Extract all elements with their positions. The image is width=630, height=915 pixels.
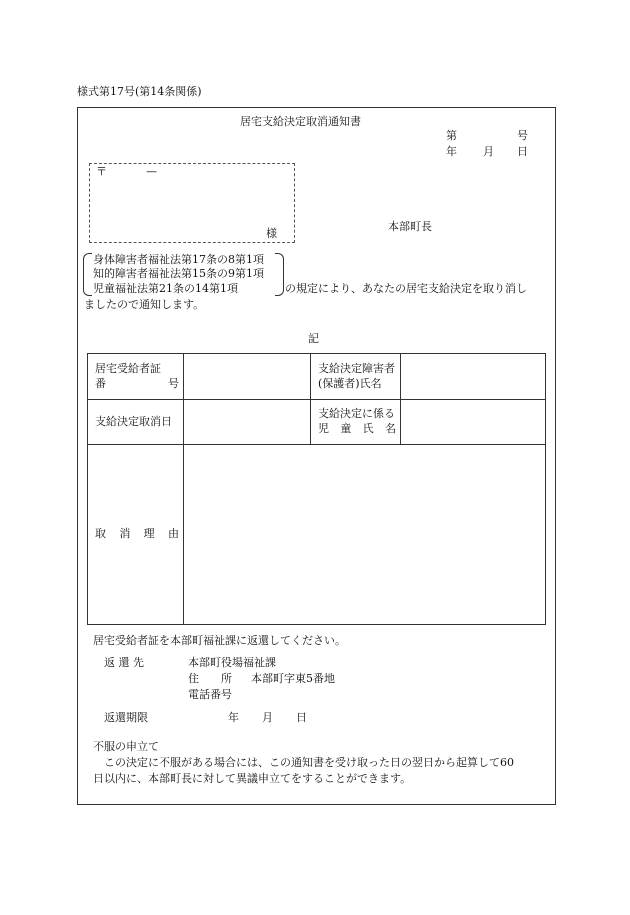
child-name-label-line1: 支給決定に係る bbox=[318, 407, 395, 421]
cert-number-label-line1: 居宅受給者証 bbox=[95, 361, 161, 375]
objection-heading: 不服の申立て bbox=[93, 740, 159, 753]
cancel-reason-char-1: 取 bbox=[95, 527, 106, 541]
return-deadline-year: 年 bbox=[228, 711, 239, 724]
form-reference: 様式第17号(第14条関係) bbox=[77, 85, 202, 98]
person-name-label bbox=[311, 354, 401, 400]
cert-number-label bbox=[88, 354, 184, 400]
law-reference-2: 知的障害者福祉法第15条の9第1項 bbox=[93, 267, 264, 280]
cancel-reason-char-4: 由 bbox=[167, 527, 179, 541]
return-address-label: 住 所 bbox=[188, 672, 232, 685]
law-reference-1: 身体障害者福祉法第17条の8第1項 bbox=[93, 253, 264, 266]
objection-text-line2: 日以内に、本部町長に対して異議申立てをすることができます。 bbox=[93, 772, 412, 785]
notice-text-continued: ましたので通知します。 bbox=[84, 298, 205, 311]
person-name-label-line1: 支給決定障害者 bbox=[318, 361, 395, 375]
law-reference-3: 児童福祉法第21条の14第1項 bbox=[93, 282, 238, 295]
child-name-value[interactable] bbox=[401, 400, 546, 445]
doc-number-prefix: 第 bbox=[446, 129, 457, 142]
return-phone-label: 電話番号 bbox=[188, 688, 232, 701]
notice-text: の規定により、あなたの居宅支給決定を取り消し bbox=[285, 282, 527, 295]
issuer-name: 本部町長 bbox=[388, 220, 432, 233]
doc-number-suffix: 号 bbox=[517, 129, 528, 142]
cert-number-label-ban: 番 bbox=[95, 376, 106, 390]
cert-number-label-go: 号 bbox=[168, 376, 179, 390]
address-box bbox=[89, 163, 295, 243]
child-name-char-2: 童 bbox=[340, 422, 352, 435]
cancel-reason-label bbox=[88, 445, 184, 625]
issue-date-day: 日 bbox=[517, 145, 528, 158]
return-organization: 本部町役場福祉課 bbox=[188, 656, 276, 669]
issue-date-month: 月 bbox=[483, 145, 494, 158]
cancel-reason-char-3: 理 bbox=[143, 527, 155, 541]
return-deadline-day: 日 bbox=[296, 711, 307, 724]
ki-heading: 記 bbox=[308, 332, 319, 345]
cancel-date-label: 支給決定取消日 bbox=[88, 400, 184, 445]
return-deadline-label: 返還期限 bbox=[104, 711, 148, 724]
child-name-label bbox=[311, 400, 401, 445]
recipient-honorific: 様 bbox=[266, 227, 277, 240]
info-table bbox=[87, 353, 546, 625]
document-title: 居宅支給決定取消通知書 bbox=[240, 115, 361, 128]
law-bracket-right bbox=[275, 253, 284, 296]
return-deadline-month: 月 bbox=[262, 711, 273, 724]
postal-mark: 〒 bbox=[96, 165, 107, 178]
return-destination-label: 返 還 先 bbox=[104, 656, 144, 669]
child-name-char-1: 児 bbox=[318, 422, 329, 435]
return-address: 本部町字東5番地 bbox=[251, 672, 335, 685]
child-name-char-4: 名 bbox=[384, 422, 396, 435]
law-bracket-left bbox=[83, 253, 92, 296]
person-name-value[interactable] bbox=[401, 354, 546, 400]
person-name-label-line2: (保護者)氏名 bbox=[318, 376, 382, 390]
postal-dash: — bbox=[146, 165, 157, 178]
return-instruction: 居宅受給者証を本部町福祉課に返還してください。 bbox=[93, 634, 346, 647]
cancel-reason-char-2: 消 bbox=[119, 527, 131, 541]
cert-number-value[interactable] bbox=[184, 354, 311, 400]
cancel-date-value[interactable] bbox=[184, 400, 311, 445]
objection-text-line1: この決定に不服がある場合には、この通知書を受け取った日の翌日から起算して60 bbox=[93, 756, 514, 769]
issue-date-year: 年 bbox=[446, 145, 457, 158]
child-name-char-3: 氏 bbox=[362, 422, 374, 435]
cancel-reason-value[interactable] bbox=[184, 445, 546, 625]
